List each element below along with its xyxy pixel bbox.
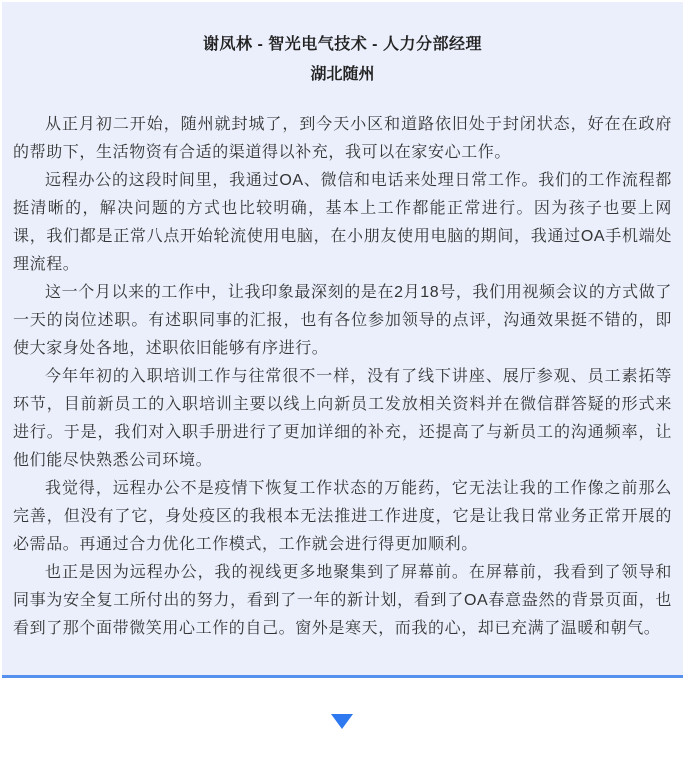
article-body	[13, 111, 672, 643]
paragraph-2: 远程办公的这段时间里，我通过OA、微信和电话来处理日常工作。我们的工作流程都挺清晰的，解决问题的方式也比较明确，基本上工作都能正常进行。因为孩子也要上网课，我们都是正常八点开始轮流使用电脑，在小朋友使用电脑的期间，我通过OA手机端处理流程。	[13, 172, 672, 273]
paragraph-5: 我觉得，远程办公不是疫情下恢复工作状态的万能药，它无法让我的工作像之前那么完善，但没有了它，身处疫区的我根本无法推进工作进度，它是让我日常业务正常开展的必需品。再通过合力优化工作模式，工作就会进行得更加顺利。	[13, 480, 672, 553]
article-location: 湖北随州	[310, 66, 375, 83]
paragraph-3: 这一个月以来的工作中，让我印象最深刻的是在2月18号，我们用视频会议的方式做了一天的岗位述职。有述职同事的汇报，也有各位参加领导的点评，沟通效果挺不错的，即使大家身处各地，述职依旧能够有序进行。	[13, 284, 672, 357]
article-panel	[2, 2, 683, 678]
paragraph-6: 也正是因为远程办公，我的视线更多地聚集到了屏幕前。在屏幕前，我看到了领导和同事为安全复工所付出的努力，看到了一年的新计划，看到了OA春意盎然的背景页面，也看到了那个面带微笑用心工作的自己。窗外是寒天，而我的心，却已充满了温暖和朝气。	[13, 564, 672, 637]
footer	[0, 678, 683, 761]
article-title: 谢凤林 - 智光电气技术 - 人力分部经理	[203, 36, 482, 53]
paragraph-1: 从正月初二开始，随州就封城了，到今天小区和道路依旧处于封闭状态，好在在政府的帮助下，生活物资有合适的渠道得以补充，我可以在家安心工作。	[13, 116, 672, 161]
paragraph-4: 今年年初的入职培训工作与往常很不一样，没有了线下讲座、展厅参观、员工素拓等环节，目前新员工的入职培训主要以线上向新员工发放相关资料并在微信群答疑的形式来进行。于是，我们对入职手册进行了更加详细的补充，还提高了与新员工的沟通频率，让他们能尽快熟悉公司环境。	[13, 368, 672, 469]
chevron-down-icon[interactable]	[331, 714, 353, 729]
